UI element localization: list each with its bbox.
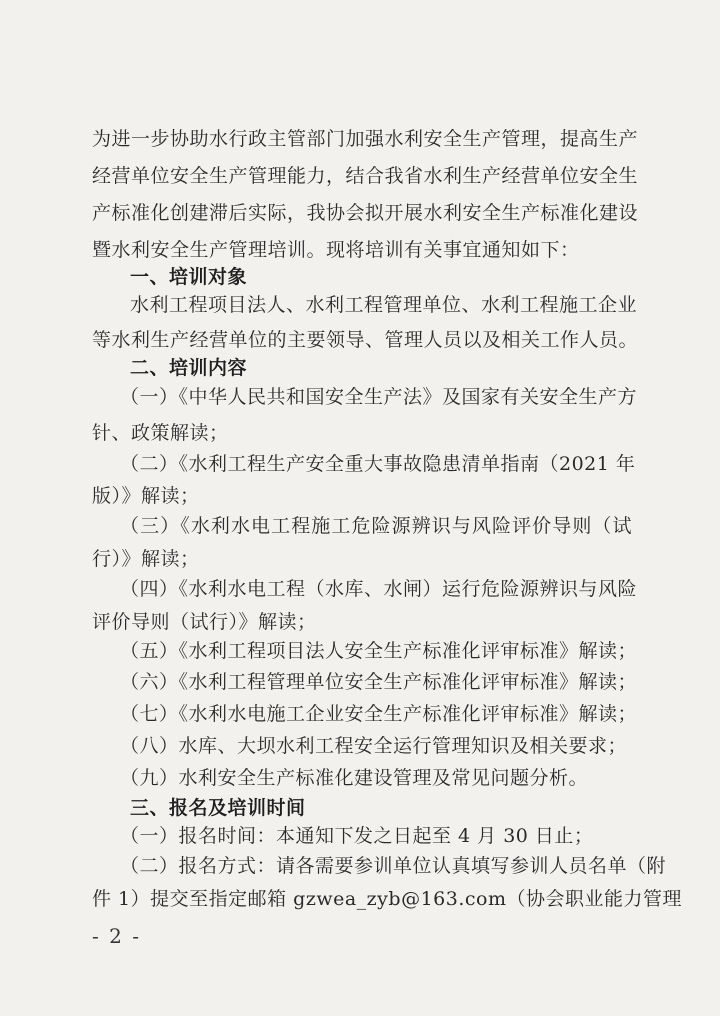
content-item-1-cont: 针、政策解读； [92, 422, 229, 444]
content-item-2-cont: 版）》解读； [92, 485, 200, 507]
content-item-3-cont: 行）》解读； [92, 548, 200, 570]
content-item-1: （一）《中华人民共和国安全生产法》及国家有关安全生产方 [120, 386, 638, 408]
section3-line-1: （一）报名时间：本通知下发之日起至 4 月 30 日止； [120, 825, 594, 847]
section1-line-2: 等水利生产经营单位的主要领导、管理人员以及相关工作人员。 [92, 329, 639, 351]
section2-heading: 二、培训内容 [130, 357, 248, 379]
intro-line-2: 经营单位安全生产管理能力，结合我省水利生产经营单位安全生 [92, 165, 639, 187]
content-item-3: （三）《水利水电工程施工危险源辨识与风险评价导则（试 [120, 515, 632, 537]
content-item-8: （八）水库、大坝水利工程安全运行管理知识及相关要求； [120, 735, 628, 757]
page-number: - 2 - [92, 924, 141, 948]
content-item-5: （五）《水利工程项目法人安全生产标准化评审标准》解读； [120, 640, 638, 662]
content-item-2: （二）《水利工程生产安全重大事故隐患清单指南（2021 年 [120, 453, 636, 475]
content-item-9: （九）水利安全生产标准化建设管理及常见问题分析。 [120, 767, 589, 789]
content-item-7: （七）《水利水电施工企业安全生产标准化评审标准》解读； [120, 703, 638, 725]
intro-line-4: 暨水利安全生产管理培训。现将培训有关事宜通知如下： [92, 239, 580, 261]
intro-line-1: 为进一步协助水行政主管部门加强水利安全生产管理，提高生产 [92, 128, 639, 150]
section3-heading: 三、报名及培训时间 [130, 797, 306, 819]
content-item-6: （六）《水利工程管理单位安全生产标准化评审标准》解读； [120, 671, 638, 693]
section3-line-3: 件 1）提交至指定邮箱 gzwea_zyb@163.com（协会职业能力管理 [92, 888, 682, 910]
intro-line-3: 产标准化创建滞后实际，我协会拟开展水利安全生产标准化建设 [92, 202, 639, 224]
content-item-4-cont: 评价导则（试行）》解读； [92, 611, 317, 633]
section3-line-2: （二）报名方式：请各需要参训单位认真填写参训人员名单（附 [120, 855, 667, 877]
section1-line-1: 水利工程项目法人、水利工程管理单位、水利工程施工企业 [130, 294, 638, 316]
section1-heading: 一、培训对象 [130, 266, 248, 288]
content-item-4: （四）《水利水电工程（水库、水闸）运行危险源辨识与风险 [120, 578, 638, 600]
